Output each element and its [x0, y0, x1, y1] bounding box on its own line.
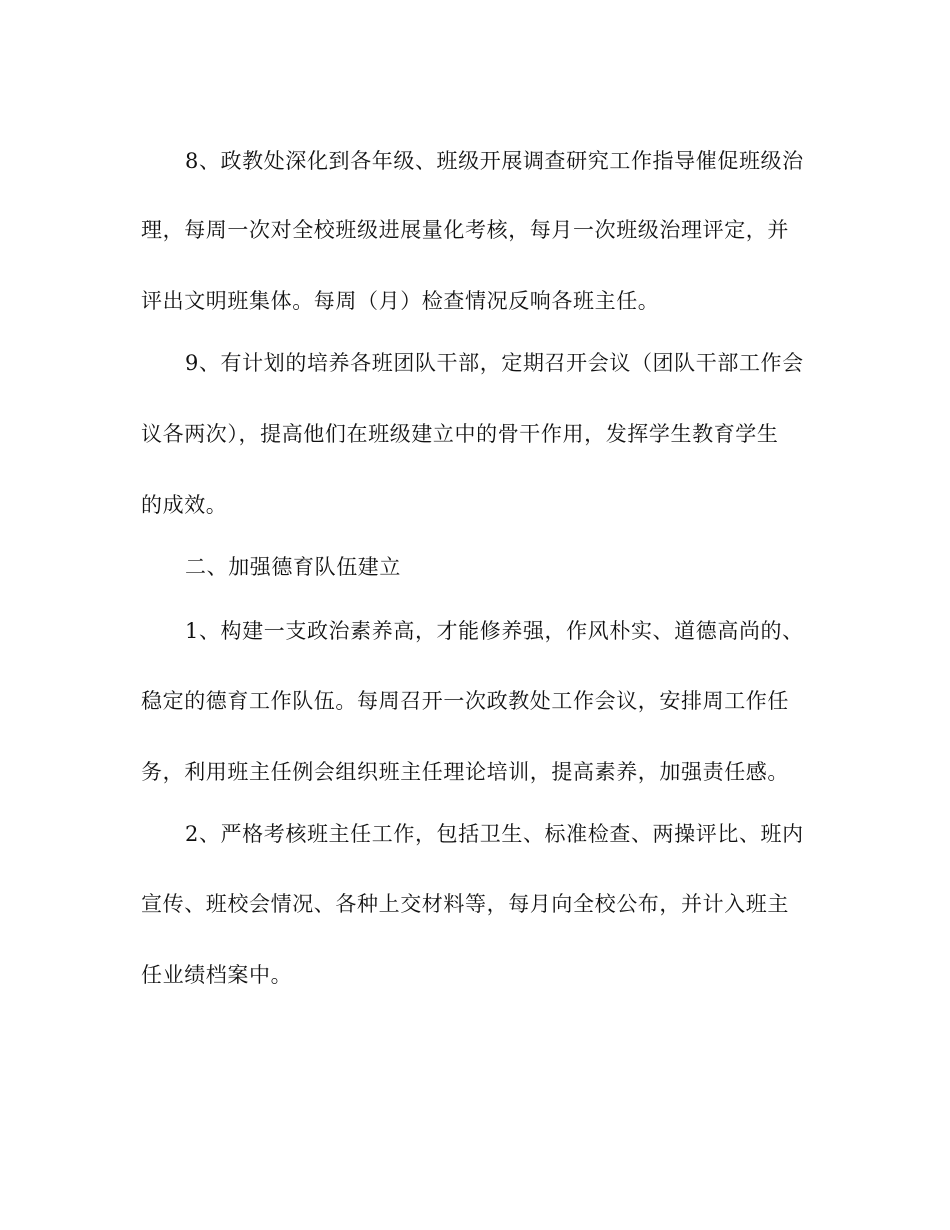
paragraph-1-line-2: 稳定的德育工作队伍。每周召开一次政教处工作会议，安排周工作任: [141, 689, 789, 713]
paragraph-1-line-1: 1、构建一支政治素养高，才能修养强，作风朴实、道德高尚的、: [185, 619, 804, 643]
paragraph-2-line-3: 任业绩档案中。: [141, 963, 293, 987]
paragraph-9-line-1: 9、有计划的培养各班团队干部，定期召开会议（团队干部工作会: [185, 351, 804, 375]
paragraph-9-line-2: 议各两次），提高他们在班级建立中的骨干作用，发挥学生教育学生: [141, 422, 779, 446]
paragraph-8-line-3: 评出文明班集体。每周（月）检查情况反响各班主任。: [141, 289, 660, 313]
section-heading: 二、加强德育队伍建立: [185, 555, 401, 579]
paragraph-1-line-3: 务，利用班主任例会组织班主任理论培训，提高素养，加强责任感。: [141, 760, 789, 784]
paragraph-9-line-3: 的成效。: [141, 493, 228, 517]
paragraph-2-line-2: 宣传、班校会情况、各种上交材料等，每月向全校公布，并计入班主: [141, 892, 789, 916]
paragraph-8-line-1: 8、政教处深化到各年级、班级开展调查研究工作指导催促班级治: [185, 149, 804, 173]
paragraph-2-line-1: 2、严格考核班主任工作，包括卫生、标准检查、两操评比、班内: [185, 822, 804, 846]
paragraph-8-line-2: 理，每周一次对全校班级进展量化考核，每月一次班级治理评定，并: [141, 218, 789, 242]
